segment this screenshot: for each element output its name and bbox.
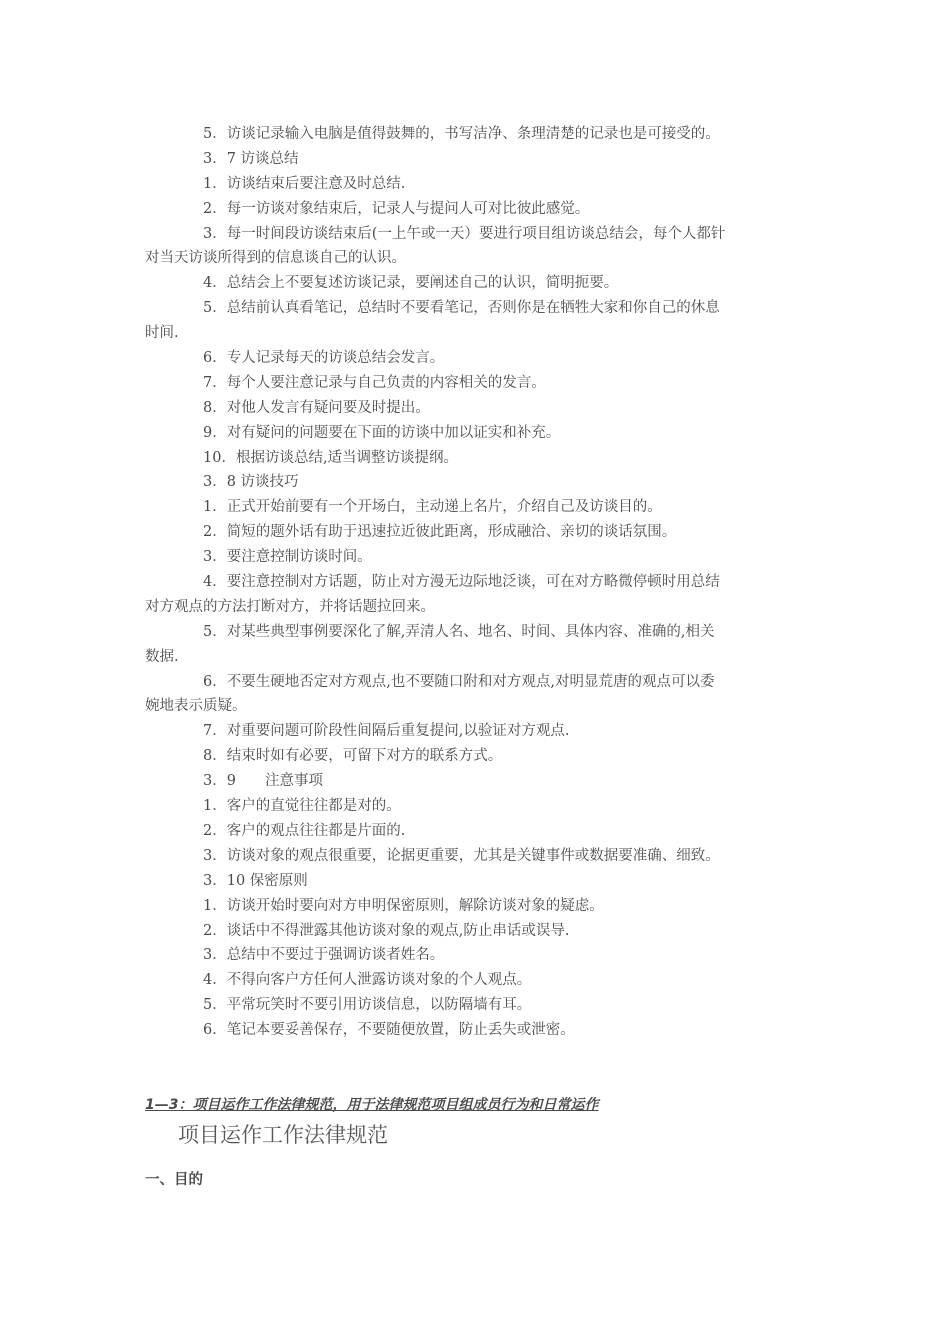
text-line: 3．10 保密原则	[203, 872, 308, 889]
text-line: 8．对他人发言有疑问要及时提出。	[203, 399, 430, 416]
text-line: 3．总结中不要过于强调访谈者姓名。	[203, 947, 445, 964]
body-text	[145, 122, 810, 1043]
text-line: 9．对有疑问的问题要在下面的访谈中加以证实和补充。	[203, 424, 561, 441]
text-line: 6．不要生硬地否定对方观点,也不要随口附和对方观点,对明显荒唐的观点可以委	[203, 673, 715, 690]
text-line: 6．笔记本要妥善保存，不要随便放置，防止丢失或泄密。	[203, 1022, 575, 1039]
doc-title: 项目运作工作法律规范	[178, 1123, 388, 1147]
sub-heading: 一、目的	[145, 1172, 203, 1188]
text-line: 时间.	[145, 325, 179, 342]
text-line: 10．根据访谈总结,适当调整访谈提纲。	[203, 449, 459, 466]
text-line: 2．简短的题外话有助于迅速拉近彼此距离，形成融洽、亲切的谈话氛围。	[203, 524, 677, 541]
text-line: 数据.	[145, 648, 179, 665]
text-line: 3．7 访谈总结	[203, 150, 299, 167]
text-line: 3．要注意控制访谈时间。	[203, 549, 372, 566]
text-line: 8．结束时如有必要，可留下对方的联系方式。	[203, 748, 503, 765]
text-line: 3．8 访谈技巧	[203, 474, 299, 491]
text-line: 婉地表示质疑。	[145, 698, 247, 715]
text-line: 对方观点的方法打断对方，并将话题拉回来。	[145, 598, 435, 615]
text-line: 1．客户的直觉往往都是对的。	[203, 798, 401, 815]
text-line: 对当天访谈所得到的信息谈自己的认识。	[145, 250, 406, 267]
text-line: 3．每一时间段访谈结束后(一上午或一天）要进行项目组访谈总结会，每个人都针	[203, 225, 726, 242]
text-line: 1．访谈结束后要注意及时总结.	[203, 175, 406, 192]
text-line: 4．总结会上不要复述访谈记录，要阐述自己的认识，简明扼要。	[203, 275, 619, 292]
text-line: 6．专人记录每天的访谈总结会发言。	[203, 350, 445, 367]
text-line: 5．访谈记录输入电脑是值得鼓舞的，书写洁净、条理清楚的记录也是可接受的。	[203, 126, 720, 142]
text-line: 1．正式开始前要有一个开场白，主动递上名片，介绍自己及访谈目的。	[203, 499, 662, 516]
section-heading: 1—3：项目运作工作法律规范，用于法律规范项目组成员行为和日常运作	[145, 1097, 599, 1113]
text-line: 7．对重要问题可阶段性间隔后重复提问,以验证对方观点.	[203, 723, 570, 740]
text-line: 2．谈话中不得泄露其他访谈对象的观点,防止串话或误导.	[203, 922, 570, 939]
text-line: 7．每个人要注意记录与自己负责的内容相关的发言。	[203, 374, 546, 391]
text-line: 3．访谈对象的观点很重要，论据更重要，尤其是关键事件或数据要准确、细致。	[203, 847, 720, 864]
text-line: 3．9 注意事项	[203, 773, 323, 790]
text-line: 2．每一访谈对象结束后，记录人与提问人可对比彼此感觉。	[203, 200, 590, 217]
text-line: 2．客户的观点往往都是片面的.	[203, 822, 406, 839]
text-line: 1．访谈开始时要向对方申明保密原则，解除访谈对象的疑虑。	[203, 897, 604, 914]
text-line: 5．总结前认真看笔记，总结时不要看笔记，否则你是在牺牲大家和你自己的休息	[203, 300, 720, 317]
text-line: 5．对某些典型事例要深化了解,弄清人名、地名、时间、具体内容、准确的,相关	[203, 623, 715, 640]
text-line: 5．平常玩笑时不要引用访谈信息，以防隔墙有耳。	[203, 997, 532, 1014]
text-line: 4．不得向客户方任何人泄露访谈对象的个人观点。	[203, 972, 532, 989]
text-line: 4．要注意控制对方话题，防止对方漫无边际地泛谈，可在对方略微停顿时用总结	[203, 574, 720, 591]
